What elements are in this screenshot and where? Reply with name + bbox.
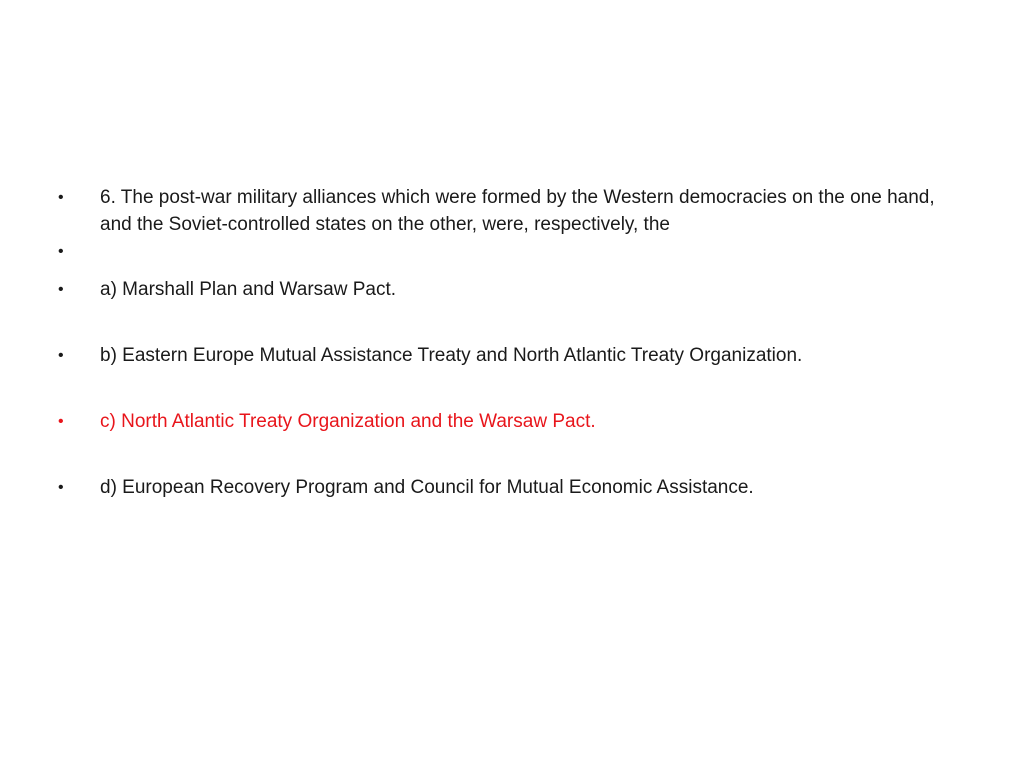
- option-d-text: d) European Recovery Program and Council for Mutual Economic Assistance.: [100, 477, 754, 498]
- question-text: 6. The post-war military alliances which were formed by the Western democracies on the one hand, and the Soviet-controlled states on the other, were, respectively, the: [100, 187, 935, 235]
- option-c-correct-answer: [58, 408, 958, 435]
- option-d: [58, 474, 958, 501]
- bullet-list: [58, 184, 958, 540]
- option-b: [58, 342, 958, 369]
- option-a: [58, 276, 958, 303]
- option-a-text: a) Marshall Plan and Warsaw Pact.: [100, 279, 397, 300]
- option-b-text: b) Eastern Europe Mutual Assistance Treaty and North Atlantic Treaty Organization.: [100, 345, 803, 366]
- bullet-marker: •: [58, 189, 64, 206]
- bullet-marker: •: [58, 281, 64, 298]
- bullet-marker: •: [58, 243, 64, 260]
- bullet-marker: •: [58, 413, 64, 430]
- bullet-marker: •: [58, 347, 64, 364]
- blank-item: [58, 238, 958, 276]
- question-item: [58, 184, 958, 238]
- option-c-text: c) North Atlantic Treaty Organization and the Warsaw Pact.: [100, 411, 596, 432]
- bullet-marker: •: [58, 479, 64, 496]
